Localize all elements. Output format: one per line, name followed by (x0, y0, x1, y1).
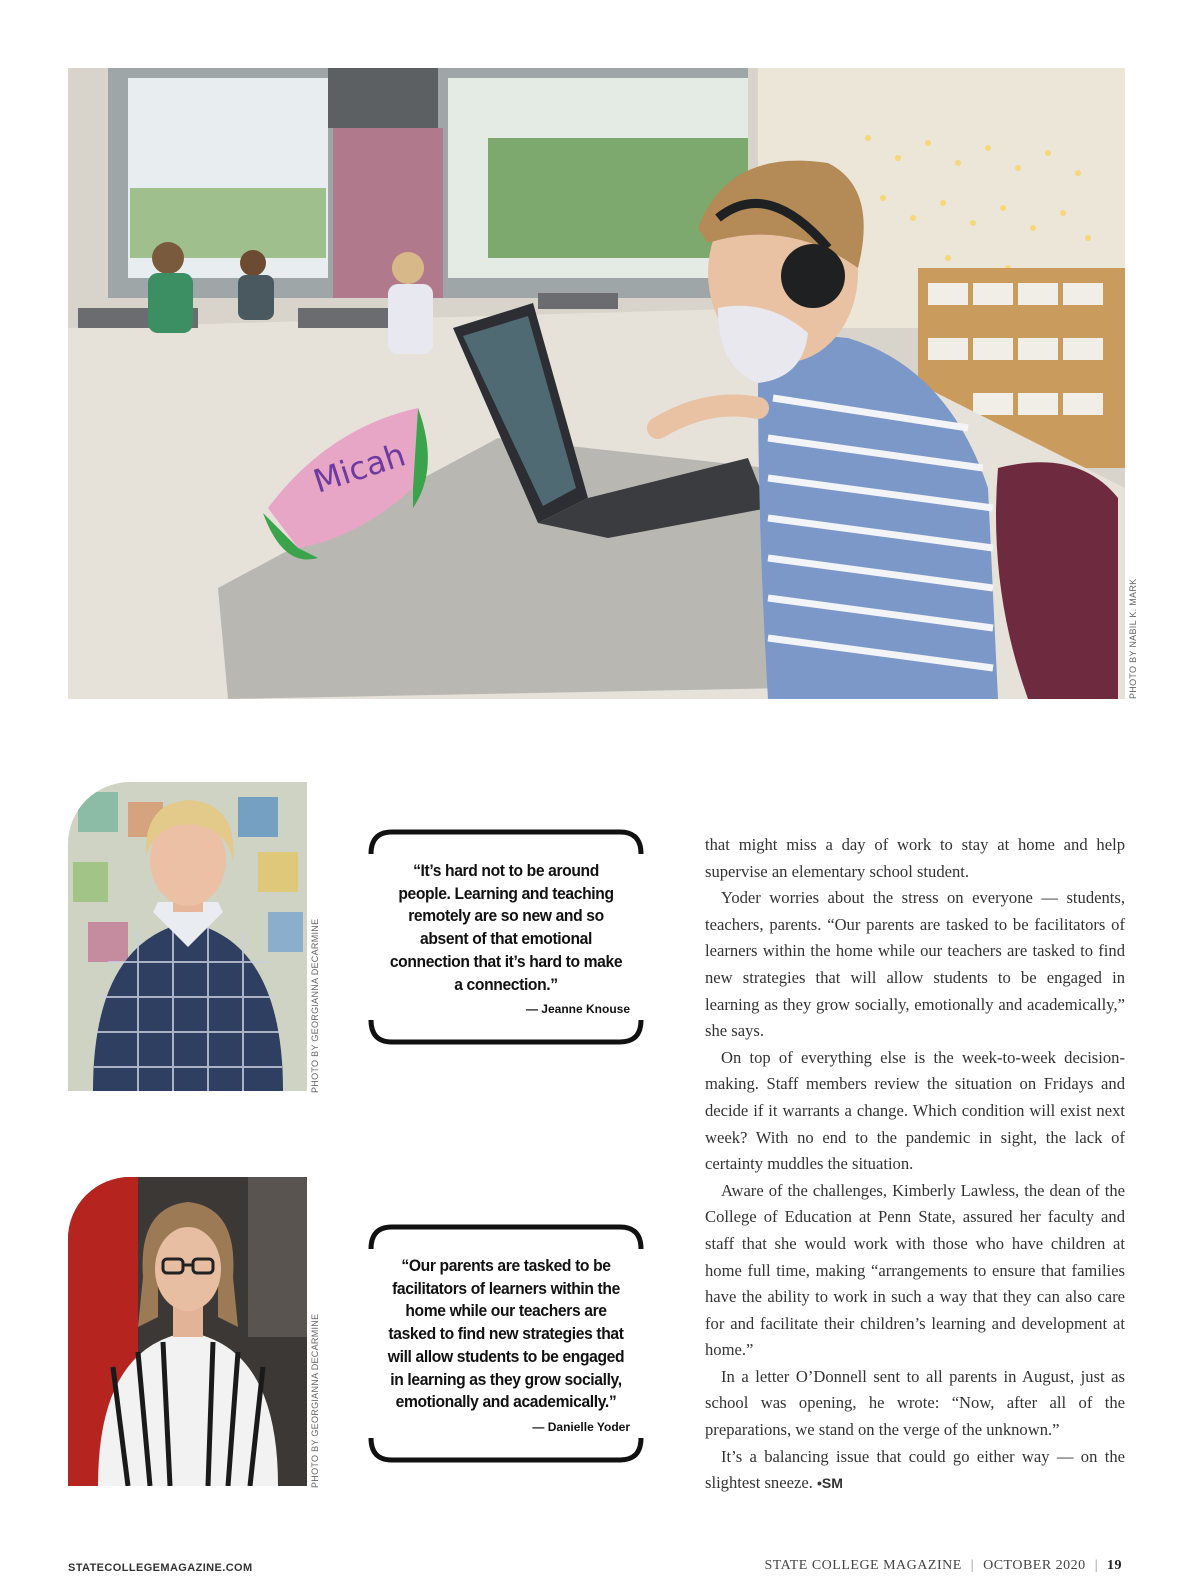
quote-bracket-bottom (368, 1438, 644, 1464)
portrait-jeanne-knouse (68, 782, 307, 1091)
pull-quote-text: “It’s hard not to be around people. Learning and teaching remotely are so new and so absent of that emotional connection that it’s hard to make a connection.” (389, 861, 623, 994)
article-paragraph-last (705, 1444, 1125, 1497)
quote-bracket-top (368, 828, 644, 854)
article-paragraph: Aware of the challenges, Kimberly Lawless, the dean of the College of Education at Penn State, assured her faculty and staff that she would work with those who have children at home full time, making “arrangements to ensure that families have the ability to work in such a way that they can also care for and facilitate their children’s learning and development at home.” (705, 1180, 1125, 1360)
portrait2-photo-credit: PHOTO BY GEORGIANNA DECARMINE (310, 1313, 320, 1488)
portrait-illustration (68, 1177, 307, 1486)
article-paragraph: Yoder worries about the stress on everyone — students, teachers, parents. “Our parents are tasked to be facilitators of learners within the home while our teachers are tasked to find new strategies that will allow students to be engaged in learning as they grow socially, emotionally and academically,” she says. (705, 888, 1125, 1041)
portrait1-photo-credit: PHOTO BY GEORGIANNA DECARMINE (310, 918, 320, 1093)
quote-bracket-bottom (368, 1020, 644, 1046)
article-paragraph: In a letter O’Donnell sent to all parents in August, just as school was opening, he wrote: “Now, after all of the preparations, we stand on the verge of the unknown.” (705, 1366, 1125, 1440)
pull-quote-attribution: — Jeanne Knouse (525, 1002, 630, 1017)
footer-issue: OCTOBER 2020 (983, 1558, 1086, 1573)
quote-bracket-top (368, 1223, 644, 1249)
article-paragraph: that might miss a day of work to stay at home and help supervise an elementary school student. (705, 835, 1125, 881)
pull-quote-attribution: — Danielle Yoder (532, 1419, 630, 1434)
pull-quote-yoder (368, 1223, 644, 1464)
portrait-danielle-yoder (68, 1177, 307, 1486)
footer-separator: | (970, 1558, 975, 1573)
footer-page-number: 19 (1107, 1558, 1122, 1573)
classroom-illustration (68, 68, 1125, 699)
article-body (705, 832, 1125, 1497)
pull-quote-knouse (368, 828, 644, 1046)
hero-photo-credit: PHOTO BY NABIL K. MARK (1128, 578, 1138, 699)
footer-separator: | (1094, 1558, 1098, 1573)
name-card-text: Micah (308, 435, 410, 501)
pull-quote-text: “Our parents are tasked to be facilitators of learners within the home while our teachers are tasked to find new strategies that will allow students to be engaged in learning as they grow socially, emotionally and academically.” (387, 1256, 625, 1412)
article-paragraph-text: It’s a balancing issue that could go either way — on the slightest sneeze. (705, 1446, 1125, 1493)
footer-website: STATECOLLEGEMAGAZINE.COM (68, 1562, 253, 1574)
hero-photo (68, 68, 1125, 699)
portrait-illustration (68, 782, 307, 1091)
article-paragraph: On top of everything else is the week-to-week decision-making. Staff members review the situation on Fridays and decide if it warrants a change. Which condition will exist next week? With no end to the pandemic in sight, the lack of certainty muddles the situation. (705, 1047, 1125, 1174)
end-mark: •SM (816, 1475, 843, 1492)
footer-magazine-name: STATE COLLEGE MAGAZINE (764, 1558, 962, 1573)
footer-folio (742, 1558, 1122, 1574)
